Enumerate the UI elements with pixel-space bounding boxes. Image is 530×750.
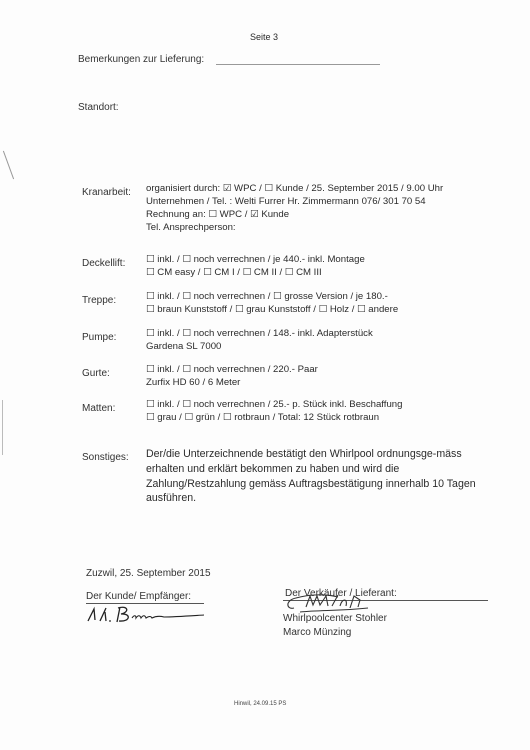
crane-line-3: Rechnung an: ☐ WPC / ☑ Kunde <box>146 209 290 220</box>
remarks-label: Bemerkungen zur Lieferung: <box>78 54 205 65</box>
seller-label: Der Verkäufer / Lieferant: <box>285 588 397 599</box>
stairs-label: Treppe: <box>82 295 117 306</box>
crane-line-4: Tel. Ansprechperson: <box>146 222 236 233</box>
customer-label: Der Kunde/ Empfänger: <box>86 591 192 602</box>
mats-line-2: ☐ grau / ☐ grün / ☐ rotbraun / Total: 12 Stück rotbraun <box>146 412 380 423</box>
pump-line-2: Gardena SL 7000 <box>146 341 222 352</box>
page-number: Seite 3 <box>250 32 279 42</box>
misc-label: Sonstiges: <box>82 452 129 463</box>
stairs-line-2: ☐ braun Kunststoff / ☐ grau Kunststoff / ☐ Holz / ☐ andere <box>146 304 399 315</box>
footer-note: Hinwil, 24.09.15 PS <box>234 701 287 707</box>
seller-company: Whirlpoolcenter Stohler <box>283 613 387 624</box>
straps-line-1: ☐ inkl. / ☐ noch verrechnen / 220.- Paar <box>146 364 318 375</box>
crane-line-1: organisiert durch: ☑ WPC / ☐ Kunde / 25. September 2015 / 9.00 Uhr <box>146 183 444 194</box>
pump-line-1: ☐ inkl. / ☐ noch verrechnen / 148.- inkl. Adapterstück <box>146 328 373 339</box>
mats-label: Matten: <box>82 403 116 414</box>
cover-lift-line-1: ☐ inkl. / ☐ noch verrechnen / je 440.- inkl. Montage <box>146 254 365 265</box>
straps-line-2: Zurfix HD 60 / 6 Meter <box>146 377 241 388</box>
seller-name: Marco Münzing <box>283 627 352 638</box>
pump-label: Pumpe: <box>82 332 117 343</box>
crane-line-2: Unternehmen / Tel. : Welti Furrer Hr. Zimmermann 076/ 301 70 54 <box>146 196 426 207</box>
scan-artifact-line <box>3 151 14 180</box>
misc-text: Der/die Unterzeichnende bestätigt den Whirlpool ordnungsge-mäss erhalten und erklärt bekommen zu haben und wird die Zahlung/Restzahlung gemäss Auftragsbestätigung innerhalb 10 Tagen ausführen. <box>146 448 476 505</box>
place-and-date: Zuzwil, 25. September 2015 <box>86 568 211 579</box>
mats-line-1: ☐ inkl. / ☐ noch verrechnen / 25.- p. Stück inkl. Beschaffung <box>146 399 403 410</box>
cover-lift-line-2: ☐ CM easy / ☐ CM I / ☐ CM II / ☐ CM III <box>146 267 322 278</box>
crane-label: Kranarbeit: <box>82 187 131 198</box>
cover-lift-label: Deckellift: <box>82 258 126 269</box>
customer-signature <box>84 603 214 625</box>
scan-artifact-line <box>2 400 3 455</box>
remarks-underline <box>216 64 380 65</box>
location-label: Standort: <box>78 102 119 113</box>
straps-label: Gurte: <box>82 368 110 379</box>
stairs-line-1: ☐ inkl. / ☐ noch verrechnen / ☐ grosse Version / je 180.- <box>146 291 388 302</box>
